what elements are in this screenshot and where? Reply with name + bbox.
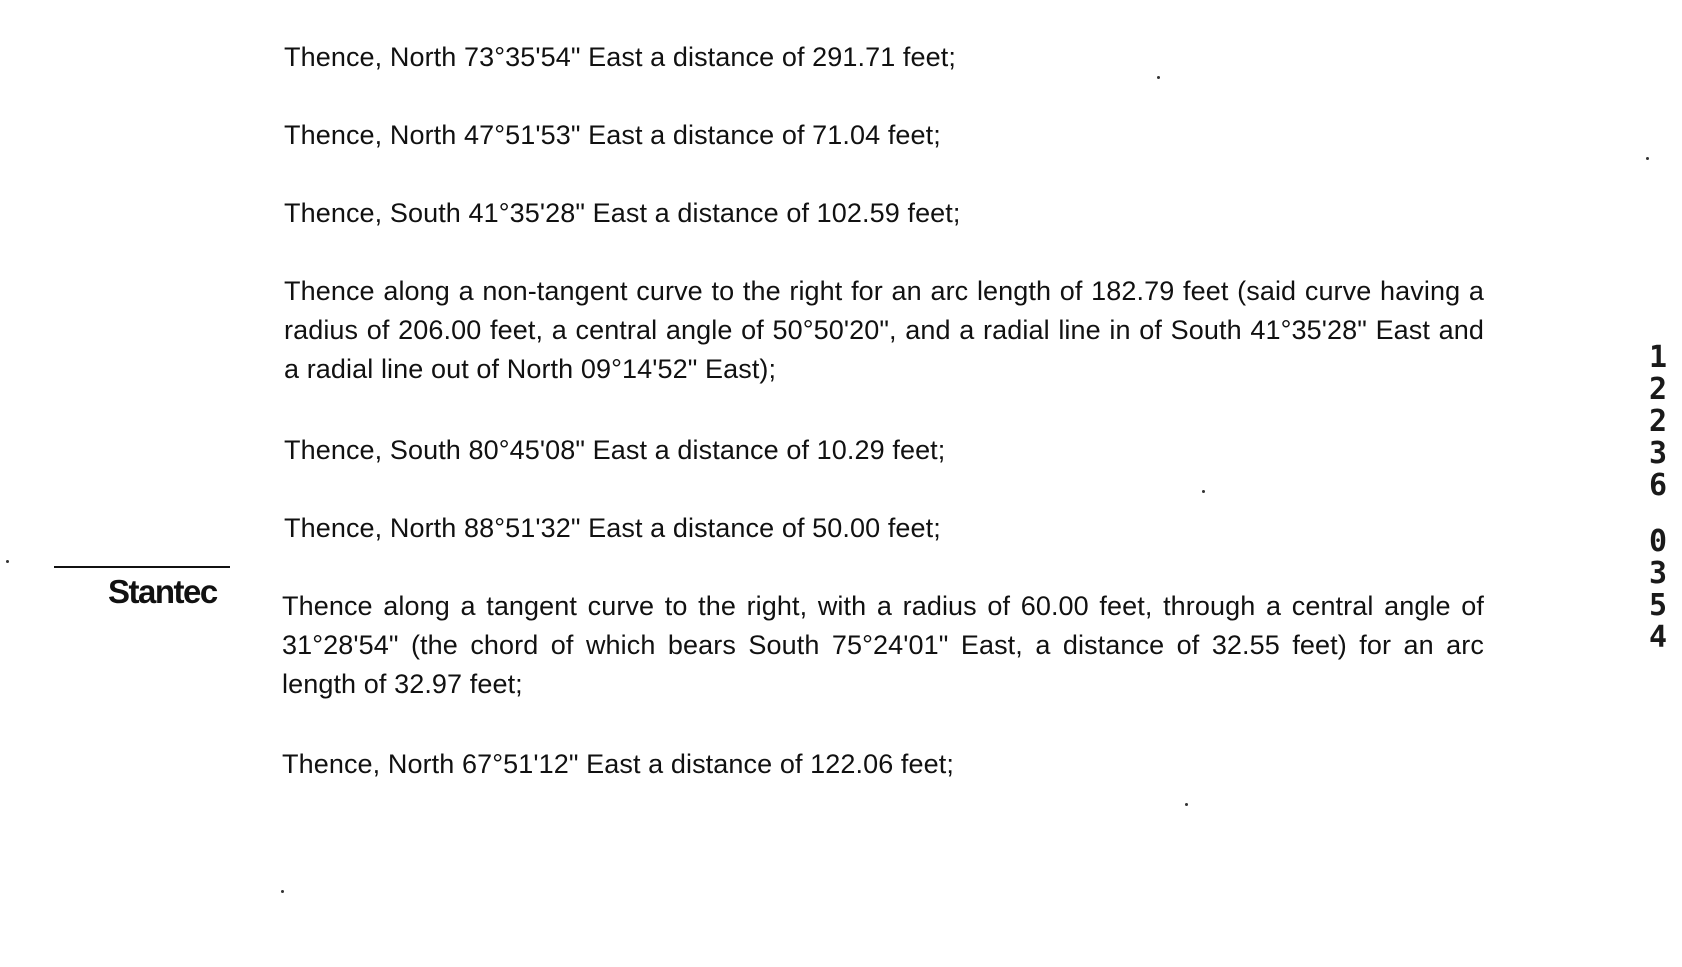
stamp-digit: 3 <box>1648 556 1668 591</box>
scan-speck <box>1202 490 1205 493</box>
scan-speck <box>1185 803 1188 806</box>
legal-description-course-5: Thence, South 80°45'08" East a distance of 10.29 feet; <box>284 435 946 465</box>
legal-description-course-1: Thence, North 73°35'54" East a distance of 291.71 feet; <box>284 42 956 72</box>
legal-description-course-7: Thence along a tangent curve to the right, with a radius of 60.00 feet, through a central angle of 31°28'54" (the chord of which bears South 75°24'01" East, a distance of 32.55 feet) for an arc length of 32.97 feet; <box>282 591 1484 699</box>
stamp-digit: 5 <box>1648 588 1668 623</box>
stamp-digit: 6 <box>1648 468 1668 503</box>
legal-description-course-2: Thence, North 47°51'53" East a distance of 71.04 feet; <box>284 120 941 150</box>
stantec-logo: Stantec <box>108 573 217 610</box>
scan-speck <box>281 890 284 893</box>
legal-description-course-4: Thence along a non-tangent curve to the right for an arc length of 182.79 feet (said curve having a radius of 206.00 feet, a central angle of 50°50'20", and a radial line in of South 41°35'28" East and a radial line out of North 09°14'52" East); <box>284 276 1484 384</box>
stamp-digit: 2 <box>1648 372 1668 407</box>
scan-speck <box>1646 157 1649 160</box>
stamp-digit: 4 <box>1648 620 1668 655</box>
scan-speck <box>1157 76 1160 79</box>
scan-speck <box>6 560 9 563</box>
legal-description-course-6: Thence, North 88°51'32" East a distance of 50.00 feet; <box>284 513 941 543</box>
stamp-digit: 0 <box>1648 524 1668 559</box>
document-number-stamp <box>1640 342 1676 654</box>
logo-rule <box>54 566 230 568</box>
stamp-digit: 1 <box>1648 340 1668 375</box>
legal-description-course-3: Thence, South 41°35'28" East a distance of 102.59 feet; <box>284 198 961 228</box>
stamp-digit: 2 <box>1648 404 1668 439</box>
legal-description-course-8: Thence, North 67°51'12" East a distance of 122.06 feet; <box>282 749 954 779</box>
stamp-digit: 3 <box>1648 436 1668 471</box>
stamp-gap <box>1640 502 1676 526</box>
